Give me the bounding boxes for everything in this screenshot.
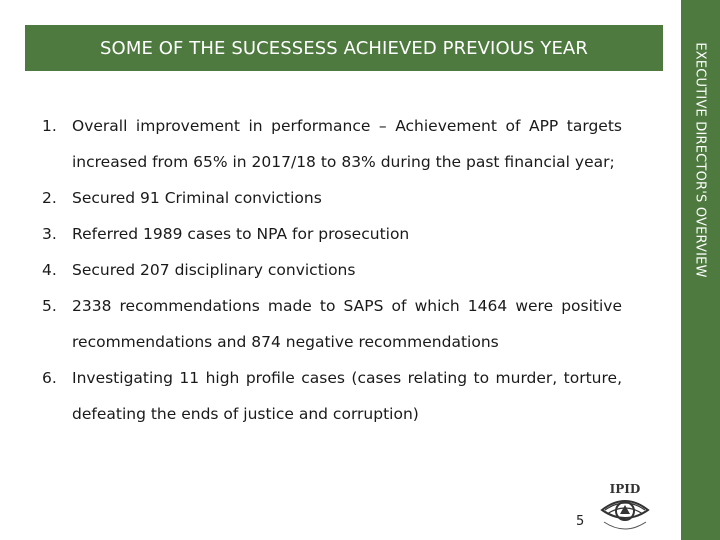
list-item: 2. Secured 91 Criminal convictions bbox=[42, 189, 322, 207]
list-item: 1. Overall improvement in performance – Achievement of APP targets increased from 65% in 2017/18 to 83% during the past financial year; bbox=[42, 117, 622, 171]
title-bar bbox=[25, 25, 663, 71]
section-label: EXECUTIVE DIRECTOR'S OVERVIEW bbox=[692, 42, 708, 278]
page-title: SOME OF THE SUCESSESS ACHIEVED PREVIOUS YEAR bbox=[100, 37, 588, 59]
page-number: 5 bbox=[576, 514, 585, 529]
logo-text: IPID bbox=[609, 482, 641, 496]
list-item: 5. 2338 recommendations made to SAPS of which 1464 were positive recommendations and 874 negative recommendations bbox=[42, 297, 622, 351]
list-item: 6. Investigating 11 high profile cases (cases relating to murder, torture, defeating the ends of justice and corruption) bbox=[42, 369, 622, 423]
ipid-logo-icon bbox=[594, 478, 656, 540]
achievements-list bbox=[42, 108, 622, 432]
list-item: 4. Secured 207 disciplinary convictions bbox=[42, 261, 356, 279]
list-item: 3. Referred 1989 cases to NPA for prosecution bbox=[42, 225, 410, 243]
